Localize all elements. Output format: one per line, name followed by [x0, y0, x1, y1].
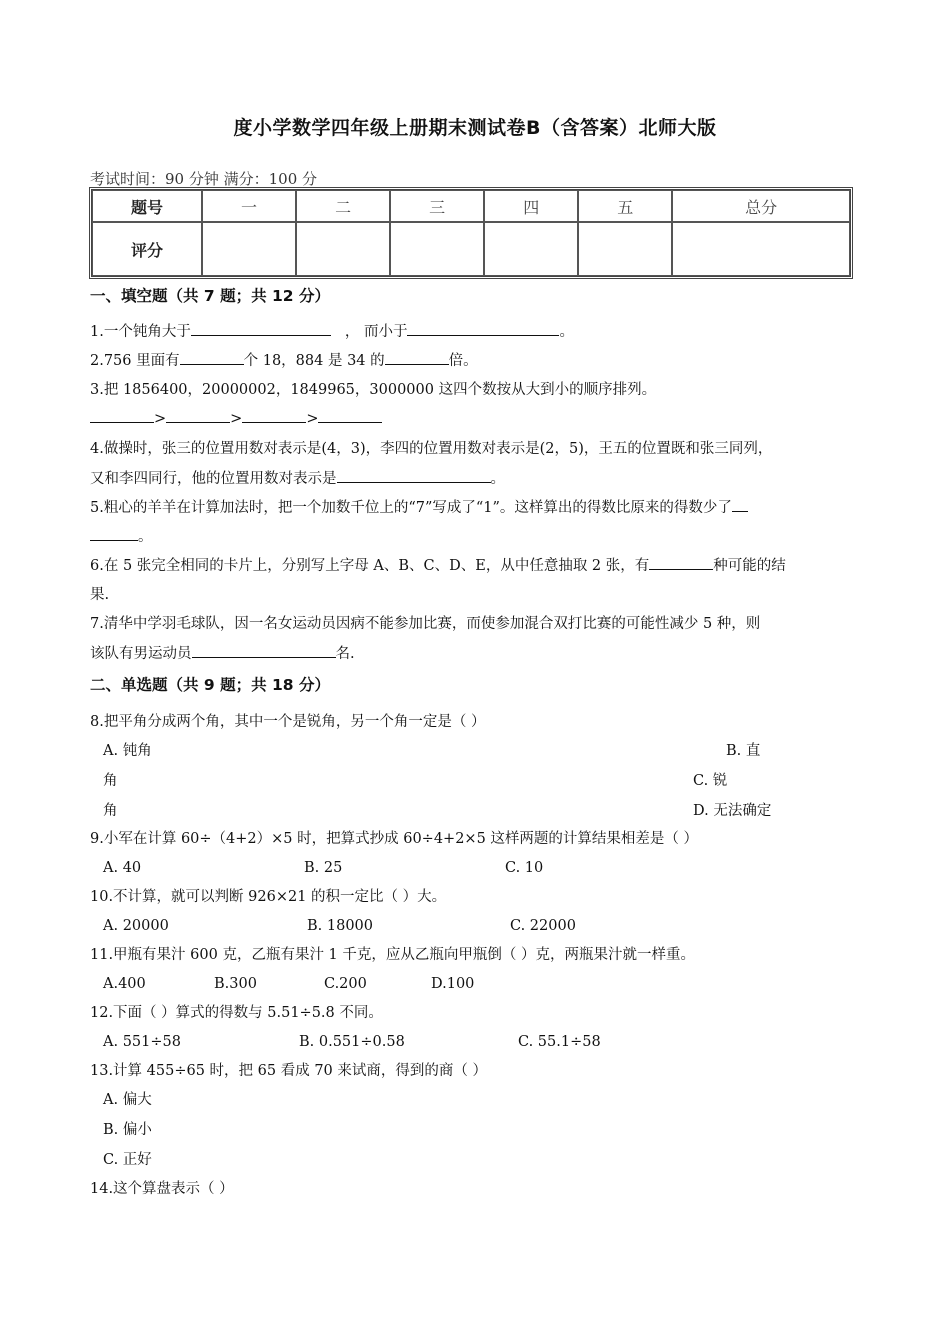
option-c[interactable]: C. 22000	[510, 918, 576, 934]
answer-blank[interactable]	[166, 408, 230, 423]
question-4-line-2	[90, 464, 858, 494]
question-5-line-1	[90, 493, 870, 523]
option-c[interactable]: C. 55.1÷58	[518, 1034, 601, 1050]
table-header-cell: 四	[484, 190, 578, 222]
question-text: 6.在 5 张完全相同的卡片上，分别写上字母 A、B、C、D、E，从中任意抽取 2 张，有	[90, 558, 650, 574]
answer-blank[interactable]	[180, 350, 244, 365]
question-6-line-2: 果.	[90, 587, 110, 603]
option-a[interactable]: A. 551÷58	[103, 1034, 181, 1050]
answer-blank[interactable]	[732, 497, 748, 512]
question-13: 13.计算 455÷65 时，把 65 看成 70 来试商，得到的商（ ）	[90, 1063, 487, 1079]
question-1	[90, 317, 858, 347]
question-2	[90, 346, 858, 376]
question-5-line-2	[90, 522, 858, 552]
question-text: 名.	[335, 646, 355, 662]
question-6-line-1	[90, 551, 870, 581]
question-11: 11.甲瓶有果汁 600 克，乙瓶有果汁 1 千克，应从乙瓶向甲瓶倒（ ）克，两瓶果汁就一样重。	[90, 947, 696, 963]
option-d[interactable]: D. 无法确定	[693, 803, 772, 819]
option-c[interactable]: C.200	[324, 976, 367, 992]
question-10: 10.不计算，就可以判断 926×21 的积一定比（ ）大。	[90, 889, 447, 905]
question-text: 2.756 里面有	[90, 353, 180, 369]
question-text: 又和李四同行，他的位置用数对表示是	[90, 471, 337, 487]
table-header-cell: 总分	[672, 190, 850, 222]
score-table	[89, 187, 853, 279]
section-heading-single-choice: 二、单选题（共 9 题；共 18 分）	[90, 676, 330, 694]
greater-than-sign: >	[154, 411, 167, 427]
page-title: 度小学数学四年级上册期末测试卷B（含答案）北师大版	[233, 117, 717, 139]
option-a[interactable]: A.400	[103, 976, 146, 992]
answer-blank[interactable]	[90, 408, 154, 423]
option-a[interactable]: A. 偏大	[103, 1092, 152, 1108]
question-text: 1.一个钝角大于	[90, 324, 191, 340]
question-text: 。	[490, 471, 505, 487]
option-b[interactable]: B. 直	[726, 743, 761, 759]
question-3-blanks	[90, 404, 858, 434]
option-b[interactable]: B. 18000	[307, 918, 374, 934]
greater-than-sign: >	[230, 411, 243, 427]
option-a[interactable]: A. 钝角	[103, 743, 152, 759]
question-14: 14.这个算盘表示（ ）	[90, 1181, 234, 1197]
question-12: 12.下面（ ）算式的得数与 5.51÷5.8 不同。	[90, 1005, 383, 1021]
question-text: 种可能的结	[713, 558, 786, 574]
score-cell[interactable]	[672, 222, 850, 276]
question-4-line-1: 4.做操时，张三的位置用数对表示是(4，3)，李四的位置用数对表示是(2，5)，王五的位置既和张三同列，	[90, 441, 773, 457]
answer-blank[interactable]	[90, 526, 138, 541]
answer-blank[interactable]	[242, 408, 306, 423]
question-3: 3.把 1856400，20000002，1849965，3000000 这四个数按从大到小的顺序排列。	[90, 382, 657, 398]
option-c[interactable]: C. 正好	[103, 1152, 152, 1168]
table-header-cell: 五	[578, 190, 672, 222]
question-9: 9.小军在计算 60÷（4+2）×5 时，把算式抄成 60÷4+2×5 这样两题的计算结果相差是（ ）	[90, 831, 699, 847]
score-cell[interactable]	[390, 222, 484, 276]
option-b[interactable]: B. 偏小	[103, 1122, 152, 1138]
answer-blank[interactable]	[337, 468, 491, 483]
table-header-cell: 一	[202, 190, 296, 222]
score-cell[interactable]	[578, 222, 672, 276]
option-a[interactable]: A. 20000	[103, 918, 169, 934]
option-d[interactable]: D.100	[431, 976, 475, 992]
section-heading-fill-blank: 一、填空题（共 7 题；共 12 分）	[90, 287, 330, 305]
answer-blank[interactable]	[385, 350, 449, 365]
question-8: 8.把平角分成两个角，其中一个是锐角，另一个角一定是（ ）	[90, 714, 486, 730]
score-cell[interactable]	[296, 222, 390, 276]
greater-than-sign: >	[306, 411, 319, 427]
question-7-line-1: 7.清华中学羽毛球队，因一名女运动员因病不能参加比赛，而使参加混合双打比赛的可能性减少 5 种，则	[90, 616, 761, 632]
option-b-continued: 角	[103, 773, 118, 789]
answer-blank[interactable]	[407, 321, 559, 336]
table-header-cell: 二	[296, 190, 390, 222]
option-b[interactable]: B. 25	[304, 860, 343, 876]
answer-blank[interactable]	[318, 408, 382, 423]
question-text: 5.粗心的羊羊在计算加法时，把一个加数千位上的“7”写成了“1”。这样算出的得数比原来的得数少了	[90, 500, 732, 516]
question-7-line-2	[90, 639, 858, 669]
question-text: ， 而小于	[344, 324, 408, 340]
option-c[interactable]: C. 锐	[693, 773, 728, 789]
table-header-cell: 三	[390, 190, 484, 222]
question-text: 。	[138, 529, 153, 545]
option-c-continued: 角	[103, 803, 118, 819]
option-a[interactable]: A. 40	[103, 860, 142, 876]
table-header-cell: 题号	[92, 190, 202, 222]
question-text: 。	[559, 324, 574, 340]
option-b[interactable]: B. 0.551÷0.58	[299, 1034, 405, 1050]
score-cell[interactable]	[484, 222, 578, 276]
exam-info: 考试时间：90 分钟 满分：100 分	[90, 170, 318, 188]
answer-blank[interactable]	[192, 643, 336, 658]
option-c[interactable]: C. 10	[505, 860, 544, 876]
question-text: 该队有男运动员	[90, 646, 192, 662]
table-row-label: 评分	[92, 222, 202, 276]
table-row	[92, 222, 850, 276]
answer-blank[interactable]	[649, 555, 713, 570]
option-b[interactable]: B.300	[214, 976, 257, 992]
question-text: 个 18，884 是 34 的	[243, 353, 385, 369]
question-text: 倍。	[448, 353, 478, 369]
answer-blank[interactable]	[191, 321, 331, 336]
table-row	[92, 190, 850, 222]
score-cell[interactable]	[202, 222, 296, 276]
